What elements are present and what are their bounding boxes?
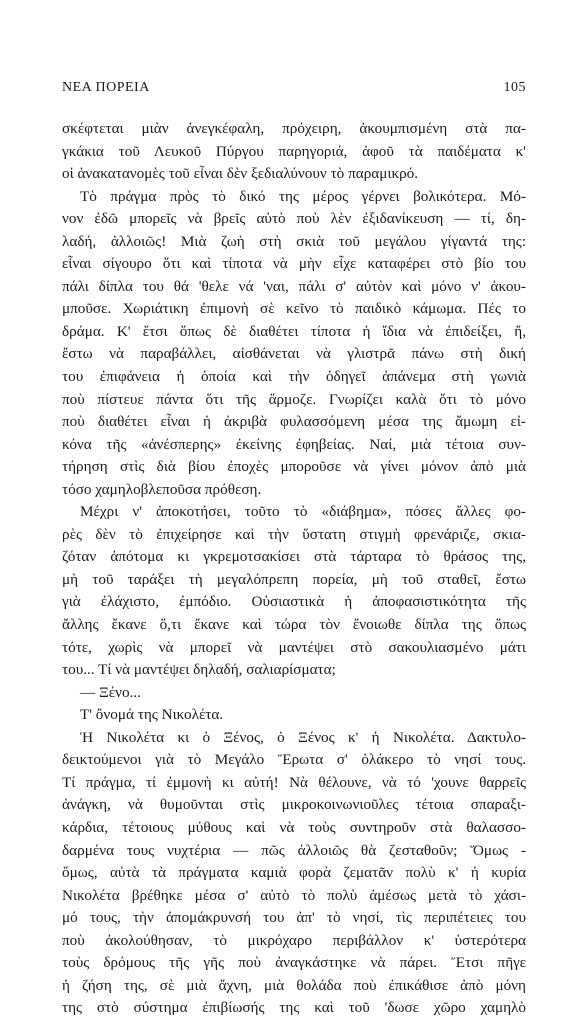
text-line: ζόταν ἀπότομα κι γκρεμοτσακίσει στὰ τάρταρα τὸ θράσος της, xyxy=(62,548,526,566)
text-line: ποὺ διαθέτει εἶναι ἡ ἀκριβὰ φυλασσόμενη μέσα της ἄμωμη εἰ- xyxy=(62,413,526,431)
running-title: ΝΕΑ ΠΟΡΕΙΑ xyxy=(62,80,150,95)
text-line: μποῦσε. Χωριάτικη ἐπιμονὴ σὲ κεῖνο τὸ παιδικὸ κάμωμα. Πές το xyxy=(62,300,526,318)
text-line: εἶναι σίγουρο ὅτι καὶ τίποτα νὰ μὴν εἶχε καταφέρει στὸ βίο του xyxy=(62,255,526,273)
page-number: 105 xyxy=(503,80,526,95)
text-line: πάλι δίπλα του θά 'θελε νά 'ναι, πάλι σ' αὐτὸν καὶ μόνο ν' ἀκου- xyxy=(62,277,526,295)
text-line: Ἡ Νικολέτα κι ὁ Ξένος, ὁ Ξένος κ' ἡ Νικολέτα. Δακτυλο- xyxy=(80,728,526,746)
text-line: κόνα τῆς «ἀνέσπερης» ἐκείνης ἐφηβείας. Ναί, μιὰ τέτοια συν- xyxy=(62,435,526,453)
text-line: δράμα. Κ' ἔτσι ὅπως δὲ διαθέτει τίποτα ἡ ἴδια νὰ ἐπιδείξει, ἤ, xyxy=(62,322,526,340)
text-line: Τί πράγμα, τί ἐμμονὴ κι αὐτή! Νὰ θέλουνε, νὰ τό 'χουνε θαρρεῖς xyxy=(62,773,526,791)
text-line: μὴ τοῦ ταράξει τὴ μεγαλόπρεπη πορεία, μὴ τοῦ σταθεῖ, ἔστω xyxy=(62,570,526,588)
text-line: τόσο χαμηλοβλεποῦσα πρόθεση. xyxy=(62,480,262,498)
text-line: της στὸ σύστημα ἐπιβίωσής της καὶ τοῦ 'δωσε χῶρο χαμηλὸ xyxy=(62,999,526,1017)
text-line: γκάκια τοῦ Λευκοῦ Πύργου παρηγοριά, ἀφοῦ τὰ παιδέματα κ' xyxy=(62,142,526,160)
text-line: ρὲς δὲν τὸ ἐπιχείρησε καὶ τὴν ὕστατη στιγμὴ φρενάριζε, σκια- xyxy=(62,525,526,543)
text-line: τήρηση στὶς διὰ βίου ἐποχὲς μποροῦσε νὰ γίνει μόνον ἀπὸ μιὰ xyxy=(62,458,526,476)
text-line: ἀνάγκη, νὰ θυμοῦνται στὶς μικροκοινωνιοῦλες τέτοια σπαραξι- xyxy=(62,796,526,814)
text-line: Νικολέτα βρέθηκε μέσα σ' αὐτὸ τὸ πολὺ ἀμέσως μετὰ τὸ χάσι- xyxy=(62,886,526,904)
text-line: ποὺ πίστευε πάντα ὅτι τῆς ἅρμοζε. Γνωρίζει καλὰ ὅτι τὸ μόνο xyxy=(62,390,526,408)
text-line: του... Τί νὰ μαντέψει δηλαδή, σαλιαρίσματα; xyxy=(62,661,336,679)
text-line: ἡ ζήση της, σὲ μιὰ ἄχνη, μιὰ θολάδα ποὺ ἐπικάθισε ἀπὸ μόνη xyxy=(62,976,526,994)
text-line: δαρμένα τους νυχτέρια — πῶς ἀλλοιῶς θὰ ζεσταθοῦν; Ὅμως - xyxy=(62,841,526,859)
text-line: του ἐπιφάνεια ἡ ὁποία καὶ τὴν ὁδηγεῖ ἀπάνεμα στὴ γωνιὰ xyxy=(62,368,526,386)
text-line: Μέχρι ν' ἀποκοτήσει, τοῦτο τὸ «διάβημα», πόσες ἄλλες φο- xyxy=(80,503,526,521)
text-line: λαδή, ἀλλοιῶς! Μιὰ ζωὴ στὴ σκιὰ τοῦ μεγάλου γίγαντά της: xyxy=(62,232,526,250)
text-line: τότε, χωρὶς νὰ μπορεῖ νὰ μαντέψει στὸ σακουλιασμένο μάτι xyxy=(62,638,526,656)
text-line: δεικτούμενοι γιὰ τὸ Μεγάλο Ἔρωτα σ' ὁλάκερο τὸ νησί τους. xyxy=(62,751,526,769)
text-line: κάρδια, τέτοιους μύθους καὶ νὰ τοὺς συντηροῦν στὰ θαλασσο- xyxy=(62,818,526,836)
text-line: μό τους, τὴν ἀπομάκρυνσή του ἀπ' τὸ νησί, τὶς περιπέτειες του xyxy=(62,909,526,927)
text-line: νον ἐδῶ μπορεῖς νὰ βρεῖς αὐτὸ ποὺ λὲν ἐξιδανίκευση — τί, δη- xyxy=(62,210,526,228)
text-line: σκέφτεται μιὰν ἀνεγκέφαλη, πρόχειρη, ἀκουμπισμένη στὰ πα- xyxy=(62,120,526,137)
text-line: — Ξένο... xyxy=(80,683,141,701)
running-head xyxy=(62,80,526,102)
text-line: ὅμως, αὐτὰ τὰ πράγματα καμιὰ φορὰ ζεματᾶν πολὺ κ' ἡ κυρία xyxy=(62,864,526,882)
text-line: Τ' ὄνομά της Νικολέτα. xyxy=(80,706,224,724)
text-line: Τὸ πράγμα πρὸς τὸ δικό της μέρος γέρνει βολικότερα. Μό- xyxy=(80,187,526,205)
text-line: ἄλλης ἔκανε ὅ,τι ἔκανε καὶ τώρα τὸν ἔνοιωθε δίπλα της ὅπως xyxy=(62,616,526,634)
text-line: γιὰ ἐλάχιστο, ἐμπόδιο. Οὐσιαστικὰ ἡ ἀποφασιστικότητα τῆς xyxy=(62,593,526,611)
text-line: οἱ ἀνακατανομὲς τοῦ εἶναι δὲν ξεδιαλύνουν τὸ παραμικρό. xyxy=(62,165,419,183)
text-line: τοὺς δρόμους τῆς γῆς ποὺ ἀναγκάστηκε νὰ πάρει. Ἔτσι πῆγε xyxy=(62,954,526,972)
text-line: ἔστω νὰ παραβάλλει, αἰσθάνεται νὰ γλιστρᾶ πάνω στὴ δική xyxy=(62,345,526,363)
body-text xyxy=(62,118,526,1020)
text-line: ποὺ ἀκολούθησαν, τὸ μικρόχαρο περιβάλλον κ' ὑστερότερα xyxy=(62,931,526,949)
